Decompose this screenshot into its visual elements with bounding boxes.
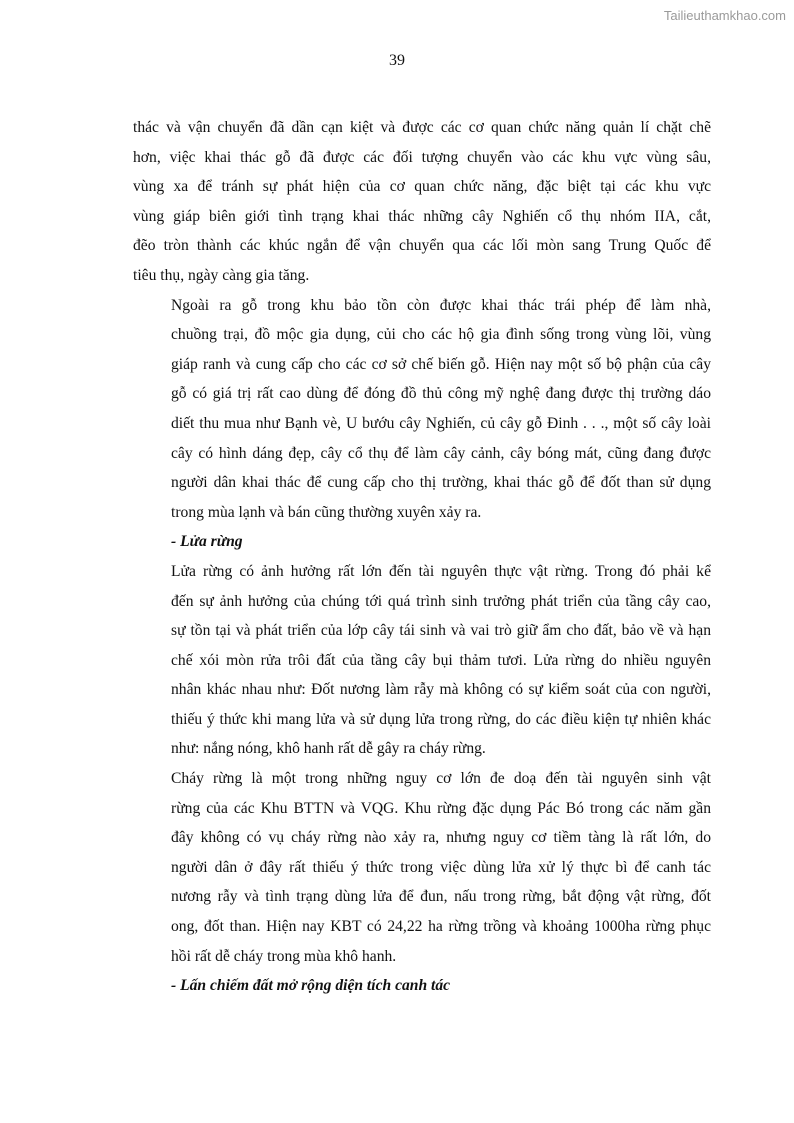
text-line: thác và vận chuyển đã dần cạn kiệt và được các cơ quan chức năng quản lí chặt chẽ: [133, 119, 711, 136]
section-heading-land-encroachment: - Lấn chiếm đất mở rộng diện tích canh tác: [171, 977, 451, 995]
section-heading-forest-fire: - Lửa rừng: [171, 533, 243, 551]
paragraph-4: [133, 764, 711, 971]
text-line: chế xói mòn rửa trôi đất của tầng cây bụi thảm tươi. Lửa rừng do nhiều nguyên: [171, 651, 711, 669]
paragraph-2: [133, 291, 711, 528]
text-line: rừng của các Khu BTTN và VQG. Khu rừng đặc dụng Pác Bó trong các năm gần: [171, 799, 711, 817]
text-line: đây không có vụ cháy rừng nào xảy ra, nhưng nguy cơ tiềm tàng là rất lớn, do: [171, 829, 711, 847]
text-line: trong mùa lạnh và bán cũng thường xuyên xảy ra.: [171, 503, 482, 521]
text-line: gỗ có giá trị rất cao dùng để đóng đồ thủ công mỹ nghệ đang được thị trường dáo: [171, 385, 711, 403]
text-line: như: nắng nóng, khô hanh rất dễ gây ra cháy rừng.: [171, 740, 486, 758]
text-line: tiêu thụ, ngày càng gia tăng.: [133, 266, 310, 284]
text-line: đẽo tròn thành các khúc ngắn để vận chuyển qua các lối mòn sang Trung Quốc để: [133, 237, 711, 255]
paragraph-3: [133, 557, 711, 764]
text-line: vùng giáp biên giới tình trạng khai thác những cây Nghiến cổ thụ nhóm IIA, cắt,: [133, 207, 711, 225]
text-line: đến sự ảnh hưởng của chúng tới quá trình sinh trưởng phát triển của tầng cây cao,: [171, 592, 711, 610]
text-line: sự tồn tại và phát triển của lớp cây tái sinh và vai trò giữ ẩm cho đất, bảo về và hạn: [171, 622, 711, 640]
text-line: thiếu ý thức khi mang lửa và sử dụng lửa trong rừng, do các điều kiện tự nhiên khác: [171, 710, 711, 728]
text-line: người dân khai thác để cung cấp cho thị trường, khai thác gỗ để đốt than sử dụng: [171, 474, 711, 492]
text-line: Ngoài ra gỗ trong khu bảo tồn còn được khai thác trái phép để làm nhà,: [171, 296, 711, 314]
watermark: Tailieuthamkhao.com: [663, 8, 786, 23]
text-line: ong, đốt than. Hiện nay KBT có 24,22 ha rừng trồng và khoảng 1000ha rừng phục: [171, 918, 711, 936]
text-line: vùng xa để tránh sự phát hiện của cơ quan chức năng, đặc biệt tại các khu vực: [133, 178, 711, 196]
text-line: hơn, việc khai thác gỗ đã được các đối tượng chuyển vào các khu vực vùng sâu,: [133, 148, 711, 166]
text-line: Cháy rừng là một trong những nguy cơ lớn đe doạ đến tài nguyên sinh vật: [171, 770, 711, 788]
text-line: diết thu mua như Bạnh vè, U bướu cây Nghiến, củ cây gỗ Đinh . . ., một số cây loài: [171, 414, 711, 432]
text-line: nhân khác nhau như: Đốt nương làm rẫy mà không có sự kiểm soát của con người,: [171, 681, 711, 699]
document-body: [133, 113, 711, 1001]
text-line: chuồng trại, đồ mộc gia dụng, củi cho các hộ gia đình sống trong vùng lõi, vùng: [171, 326, 711, 344]
text-line: giáp ranh và cung cấp cho các cơ sở chế biến gỗ. Hiện nay một số bộ phận của cây: [171, 355, 711, 373]
text-line: hồi rất dễ cháy trong mùa khô hanh.: [171, 947, 397, 965]
paragraph-1: [133, 113, 711, 291]
text-line: nương rẫy và tình trạng dùng lửa để đun, nấu trong rừng, bắt động vật rừng, đốt: [171, 888, 711, 906]
text-line: người dân ở đây rất thiếu ý thức trong việc dùng lửa xử lý thực bì để canh tác: [171, 858, 711, 876]
page-number: 39: [389, 52, 405, 69]
text-line: cây có hình dáng đẹp, cây cổ thụ để làm cây cảnh, cây bóng mát, cũng đang được: [171, 444, 711, 462]
text-line: Lửa rừng có ảnh hưởng rất lớn đến tài nguyên thực vật rừng. Trong đó phải kể: [171, 562, 711, 580]
